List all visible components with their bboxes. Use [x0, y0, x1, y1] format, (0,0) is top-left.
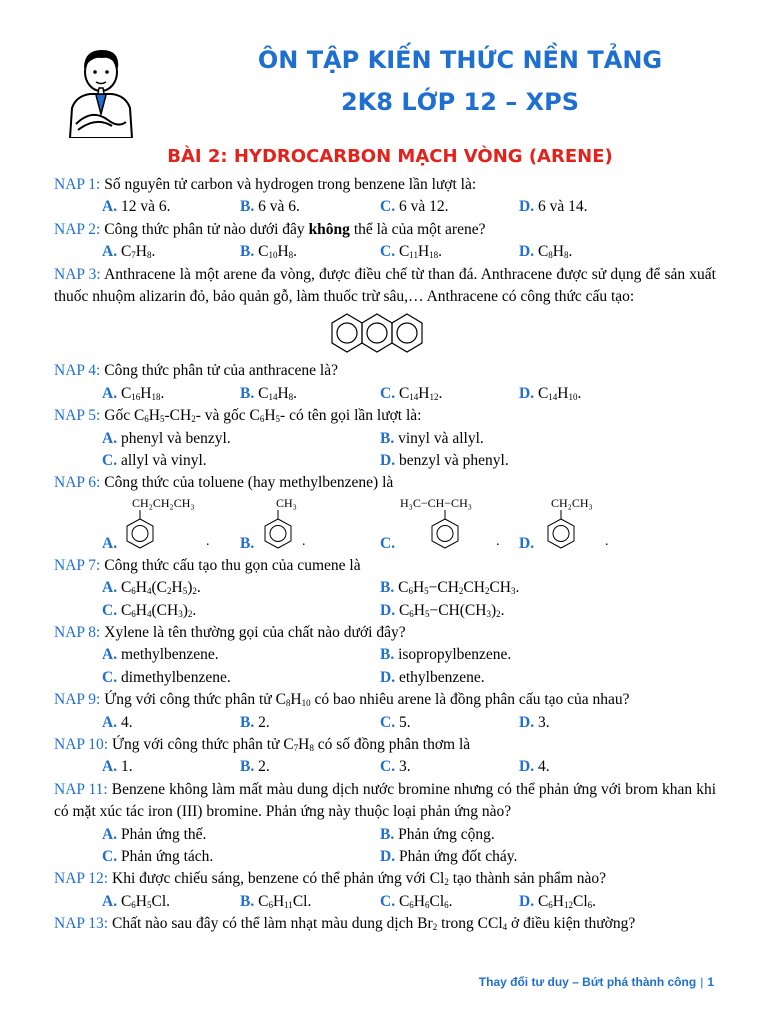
option-c[interactable]: C. $C_6H_4(CH_3)_2$.: [102, 601, 197, 619]
option-c[interactable]: C. 3.: [380, 758, 411, 776]
option-b[interactable]: B. $C_{10}H_8$.: [240, 243, 298, 261]
question-8-options-row1: [54, 644, 716, 666]
option-d[interactable]: D. $C_6H_{12}Cl_6$.: [519, 892, 597, 910]
question-label: NAP 1:: [54, 176, 101, 193]
option-a[interactable]: A. $C_6H_5Cl$.: [102, 892, 171, 910]
question-2-options: [54, 241, 716, 263]
question-12: NAP 12: Khi được chiếu sáng, benzene có thể phản ứng với $Cl_2$ tạo thành sản phẩm nào?: [54, 870, 606, 888]
option-c[interactable]: C. dimethylbenzene.: [102, 668, 231, 686]
question-4: NAP 4: Công thức phân tử của anthracene là?: [54, 362, 338, 380]
question-10: NAP 10: Ứng với công thức phân tử $C_7H_8$ có số đồng phân thơm là: [54, 735, 471, 753]
svg-text:.: .: [605, 533, 609, 549]
teacher-mascot-icon: [62, 38, 140, 138]
option-d[interactable]: D. $C_8H_8$.: [519, 243, 573, 261]
svg-text:.: .: [206, 533, 210, 549]
question-11: NAP 11: Benzene không làm mất màu dung dịch nước bromine nhưng có thể phản ứng với brom khan khi có mặt xúc tác iron (III) bromine. Phản ứng này thuộc loại phản ứng nào?: [54, 780, 717, 821]
question-7-options-row2: [54, 600, 716, 622]
option-a[interactable]: A. $C_6H_4(C_2H_5)_2$.: [102, 579, 201, 597]
option-b[interactable]: B. 6 và 6.: [240, 198, 300, 216]
question-11-options-row2: [54, 846, 716, 868]
question-10-options: [54, 756, 716, 778]
question-4-options: [54, 383, 716, 405]
question-8: NAP 8: Xylene là tên thường gọi của chất nào dưới đây?: [54, 623, 406, 641]
option-d[interactable]: D.: [519, 534, 535, 552]
question-12-options: [54, 891, 716, 913]
question-7-options-row1: [54, 577, 716, 599]
option-b[interactable]: B. Phản ứng cộng.: [380, 825, 495, 843]
question-5: NAP 5: Gốc $C_6H_5-CH_2-$ và gốc $C_6H_5-$ có tên gọi lần lượt là:: [54, 407, 422, 425]
page-title: ÔN TẬP KIẾN THỨC NỀN TẢNG: [257, 46, 663, 74]
question-9: NAP 9: Ứng với công thức phân tử $C_8H_{10}$ có bao nhiêu arene là đồng phân cấu tạo của nhau?: [54, 691, 630, 709]
question-8-options-row2: [54, 667, 716, 689]
option-a[interactable]: A. 12 và 6.: [102, 198, 171, 216]
option-a[interactable]: A.: [102, 534, 118, 552]
svg-text:.: .: [496, 533, 500, 549]
svg-text:CH₂CH₃: CH₂CH₃: [551, 495, 593, 510]
option-a[interactable]: A. 4.: [102, 713, 133, 731]
option-c[interactable]: C. $C_{11}H_{18}$.: [380, 243, 443, 261]
option-d[interactable]: D. $C_{14}H_{10}$.: [519, 384, 582, 402]
question-7: NAP 7: Công thức cấu tạo thu gọn của cumene là: [54, 556, 361, 574]
benzene-propyl-structure-icon: [120, 495, 240, 555]
question-2: NAP 2: Công thức phân tử nào dưới đây không thể là của một arene?: [54, 220, 486, 238]
page-footer: Thay đổi tư duy – Bứt phá thành công | 1: [478, 975, 714, 989]
option-c[interactable]: C. Phản ứng tách.: [102, 847, 214, 865]
option-a[interactable]: A. $C_{16}H_{18}$.: [102, 384, 165, 402]
option-b[interactable]: B. 2.: [240, 713, 270, 731]
option-b[interactable]: B. $C_6H_{11}Cl$.: [240, 892, 312, 910]
svg-text:.: .: [302, 533, 306, 549]
anthracene-structure-icon: [330, 312, 430, 356]
option-c[interactable]: C. allyl và vinyl.: [102, 452, 207, 469]
option-c[interactable]: C. 6 và 12.: [380, 198, 449, 216]
option-d[interactable]: D. 4.: [519, 758, 550, 776]
option-b[interactable]: B. vinyl và allyl.: [380, 429, 484, 447]
svg-text:CH₃: CH₃: [276, 495, 297, 510]
option-b[interactable]: B. $C_{14}H_8$.: [240, 384, 298, 402]
option-a[interactable]: A. Phản ứng thế.: [102, 825, 207, 843]
question-3: NAP 3: Anthracene là một arene đa vòng, được điều chế từ than đá. Anthracene được sử dụng để sản xuất thuốc nhuộm alizarin đỏ, bảo quản gỗ, làm thuốc trừ sâu,… Anthracene có công thức cấu tạo:: [54, 265, 716, 305]
option-b[interactable]: B. 2.: [240, 758, 270, 776]
ethylbenzene-structure-icon: [537, 495, 667, 555]
question-5-options-row2: [54, 450, 716, 472]
question-9-options: [54, 712, 716, 734]
lesson-title: BÀI 2: HYDROCARBON MẠCH VÒNG (ARENE): [167, 146, 613, 167]
option-d[interactable]: D. benzyl và phenyl.: [380, 452, 509, 469]
page-number: 1: [707, 975, 714, 989]
question-6: NAP 6: Công thức của toluene (hay methylbenzene) là: [54, 474, 394, 492]
question-13: NAP 13: Chất nào sau đây có thể làm nhạt màu dung dịch $Br_2$ trong CCl$_4$ ở điều kiện thường?: [54, 915, 636, 933]
question-5-options-row1: [54, 428, 716, 450]
question-1: [54, 174, 716, 196]
option-d[interactable]: D. 6 và 14.: [519, 198, 588, 216]
option-c[interactable]: C. 5.: [380, 713, 411, 731]
question-list: [54, 174, 716, 936]
option-c[interactable]: C.: [380, 534, 396, 552]
option-d[interactable]: D. Phản ứng đốt cháy.: [380, 847, 518, 865]
question-1-options: [54, 196, 716, 218]
option-c[interactable]: C. $C_{14}H_{12}$.: [380, 384, 443, 402]
option-b[interactable]: B. $C_6H_5-CH_2CH_2CH_3$.: [380, 579, 520, 597]
anthracene-structure: [54, 308, 716, 360]
page-subtitle: 2K8 LỚP 12 – XPS: [340, 88, 580, 116]
option-d[interactable]: D. ethylbenzene.: [380, 668, 485, 686]
option-c[interactable]: C. $C_6H_6Cl_6$.: [380, 892, 453, 910]
cumene-structure-icon: [398, 495, 518, 555]
option-a[interactable]: A. phenyl và benzyl.: [102, 429, 231, 447]
option-b[interactable]: B. isopropylbenzene.: [380, 646, 512, 664]
option-d[interactable]: D. $C_6H_5-CH(CH_3)_2$.: [380, 601, 505, 619]
option-a[interactable]: A. 1.: [102, 758, 133, 776]
question-11-options-row1: [54, 824, 716, 846]
toluene-structure-icon: [258, 495, 358, 555]
option-a[interactable]: A. $C_7H_8$.: [102, 243, 156, 261]
option-d[interactable]: D. 3.: [519, 713, 550, 731]
question-6-options: [54, 495, 716, 555]
svg-text:CH₂CH₂CH₃: CH₂CH₂CH₃: [132, 495, 195, 510]
option-b[interactable]: B.: [240, 534, 255, 552]
question-text: Số nguyên tử carbon và hydrogen trong benzene lần lượt là:: [104, 176, 477, 193]
option-a[interactable]: A. methylbenzene.: [102, 646, 219, 664]
footer-slogan: Thay đổi tư duy – Bứt phá thành công: [478, 975, 697, 989]
svg-text:H₃C−CH−CH₃: H₃C−CH−CH₃: [400, 495, 472, 510]
